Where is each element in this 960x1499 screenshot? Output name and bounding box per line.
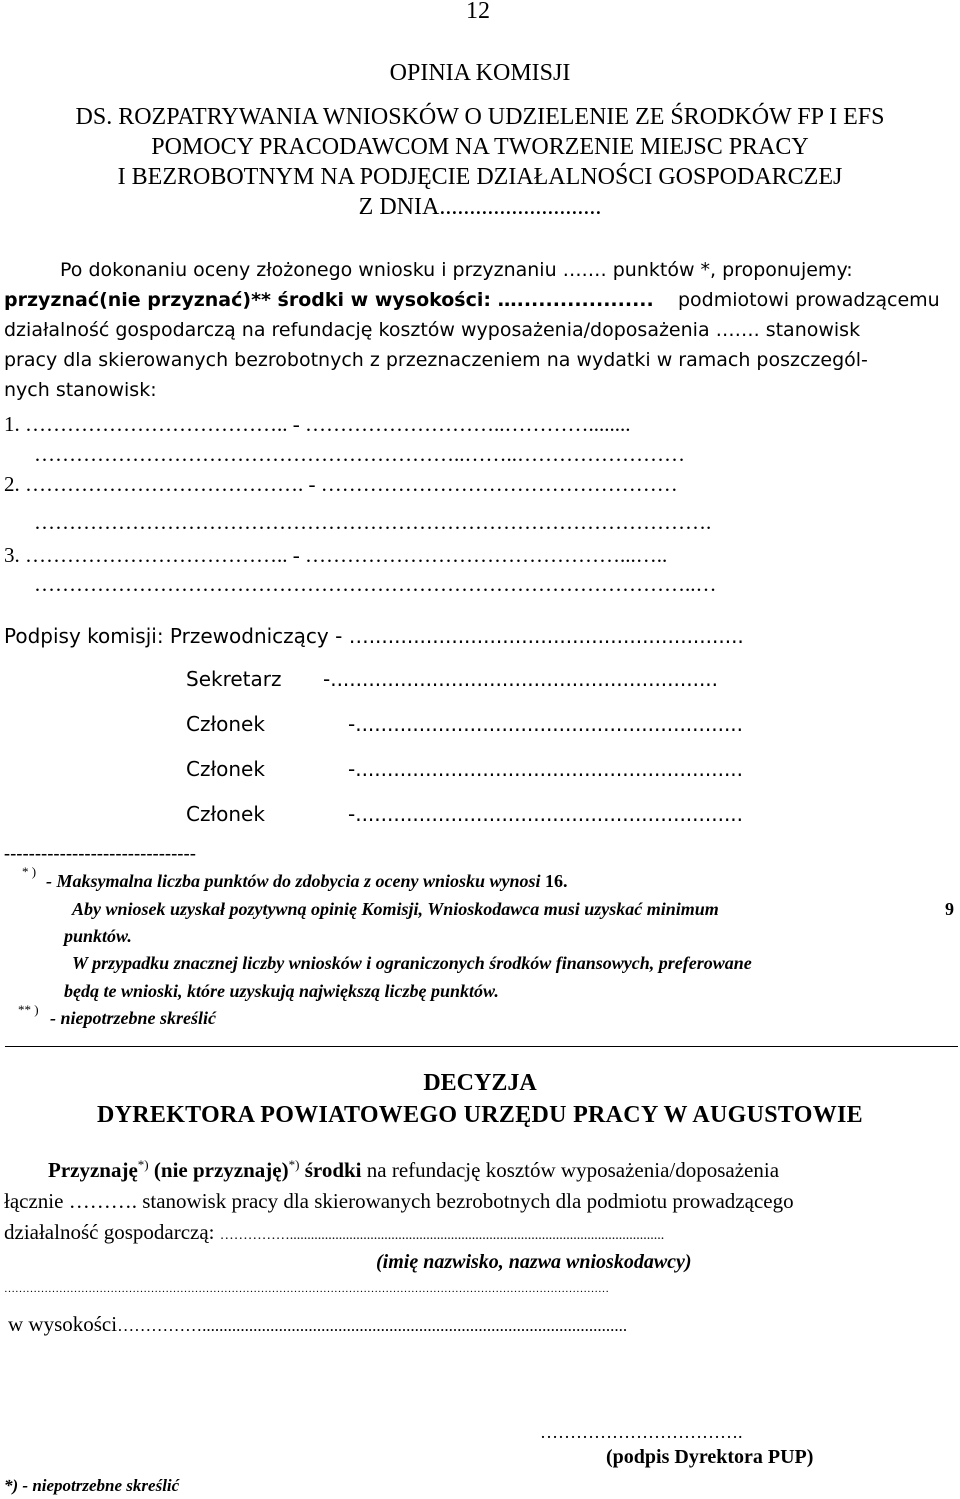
footnote-line: W przypadku znacznej liczby wniosków i ograniczonych środków finansowych, preferowane xyxy=(72,953,752,973)
opinion-body-line-2: przyznać(nie przyznać)** środki w wysokości: …................... xyxy=(4,289,654,311)
footnote-mark: *) xyxy=(137,1157,149,1172)
signature-line: -............................................................. xyxy=(323,667,719,691)
amount-line xyxy=(8,1312,627,1337)
footnote-value: 9 xyxy=(945,899,954,919)
decision-line-3 xyxy=(4,1220,664,1245)
grant-option: Przyznaję xyxy=(48,1158,138,1182)
signature-row xyxy=(4,624,744,648)
section-divider xyxy=(5,1046,958,1047)
fill-line: ………………………………………………………………………………………………………………………………………………… xyxy=(4,1283,609,1295)
applicant-label: (imię nazwisko, nazwa wnioskodawcy) xyxy=(376,1251,692,1273)
opinion-body-line-4: pracy dla skierowanych bezrobotnych z przeznaczeniem na wydatki w ramach poszczegól- xyxy=(4,349,868,371)
list-item: 2. …………………………………. - …………………………………………… xyxy=(4,472,678,496)
decision-subheading: DYREKTORA POWIATOWEGO URZĘDU PRACY W AUGUSTOWIE xyxy=(96,1102,863,1128)
list-item: 3. ……………………………….. - ………………………………………...….. xyxy=(4,543,668,567)
footnote-rule: ------------------------------- xyxy=(4,843,197,863)
opinion-title-line: DS. ROZPATRYWANIA WNIOSKÓW O UDZIELENIE ZE ŚRODKÓW FP I EFS xyxy=(75,104,885,130)
opinion-body-line-1: Po dokonaniu oceny złożonego wniosku i przyznaniu ….… punktów *, proponujemy: xyxy=(60,259,853,281)
opinion-title-line: POMOCY PRACODAWCOM NA TWORZENIE MIEJSC PRACY xyxy=(151,134,809,160)
list-item-continuation: …………………………………………………………………………………..… xyxy=(34,572,717,596)
opinion-body-line-3: działalność gospodarczą na refundację kosztów wyposażenia/doposażenia ……. stanowisk xyxy=(4,319,861,341)
decision-text: na refundację kosztów wyposażenia/doposażenia xyxy=(366,1158,780,1182)
footnote-mark: *) xyxy=(288,1157,300,1172)
list-item-continuation: ……………………………………………………..……..…………………… xyxy=(34,442,685,466)
signature-role: Członek xyxy=(186,712,265,736)
footnote-mark: * ) xyxy=(22,864,37,879)
opinion-body-line-2-rest: podmiotowi prowadzącemu xyxy=(678,289,940,311)
decision-heading: DECYZJA xyxy=(423,1070,537,1096)
opinion-heading: OPINIA KOMISJI xyxy=(389,60,571,86)
footnote-line: będą te wnioski, które uzyskują największą liczbę punktów. xyxy=(64,981,499,1001)
fill-line: …………….................................................................................................... xyxy=(117,1316,628,1335)
page-number: 12 xyxy=(466,0,490,24)
signature-line: -............................................................. xyxy=(348,802,744,826)
opinion-title-line: I BEZROBOTNYM NA PODJĘCIE DZIAŁALNOŚCI GOSPODARCZEJ xyxy=(117,164,843,190)
signature-role: Członek xyxy=(186,802,265,826)
signature-line: -............................................................. xyxy=(348,712,744,736)
footnote-value: 16. xyxy=(545,871,568,891)
opinion-title-line: Z DNIA........................... xyxy=(358,194,602,220)
decision-footnote: *) - niepotrzebne skreślić xyxy=(4,1476,180,1495)
decision-line-1 xyxy=(48,1158,779,1183)
signature-role: Członek xyxy=(186,757,265,781)
footnote-line xyxy=(46,871,568,892)
signature-role: Przewodniczący xyxy=(169,624,329,648)
footnote-line: Aby wniosek uzyskał pozytywną opinię Komisji, Wnioskodawca musi uzyskać minimum xyxy=(72,899,719,919)
list-item-continuation: ……………………………………………………………………………………. xyxy=(34,510,712,534)
funds-label: środki xyxy=(304,1158,362,1182)
footnote-mark: ** ) xyxy=(18,1002,39,1017)
footnote-line: - niepotrzebne skreślić xyxy=(50,1008,216,1028)
fill-line: ……………........................................................................................................... xyxy=(219,1228,665,1243)
deny-option: (nie przyznaję) xyxy=(153,1158,289,1182)
decision-line-2: łącznie ………. stanowisk pracy dla skierowanych bezrobotnych dla podmiotu prowadzącego xyxy=(4,1189,794,1213)
footnote-line: punktów. xyxy=(64,926,132,946)
list-item: 1. ……………………………….. - ………………………..…………........ xyxy=(4,412,631,436)
decision-text: działalność gospodarczą: xyxy=(4,1220,215,1244)
signature-line: -............................................................. xyxy=(348,757,744,781)
director-signature-label: (podpis Dyrektora PUP) xyxy=(606,1446,814,1468)
signatures-label: Podpisy komisji: xyxy=(4,624,164,648)
signature-role: Sekretarz xyxy=(186,667,282,691)
signature-line: - …........................................................... xyxy=(335,624,744,648)
footnote-text: - Maksymalna liczba punktów do zdobycia z oceny wniosku wynosi xyxy=(46,871,541,891)
director-signature-line: ……………………………. xyxy=(540,1422,743,1442)
opinion-body-line-5: nych stanowisk: xyxy=(4,379,157,401)
amount-label: w wysokości xyxy=(8,1312,118,1336)
